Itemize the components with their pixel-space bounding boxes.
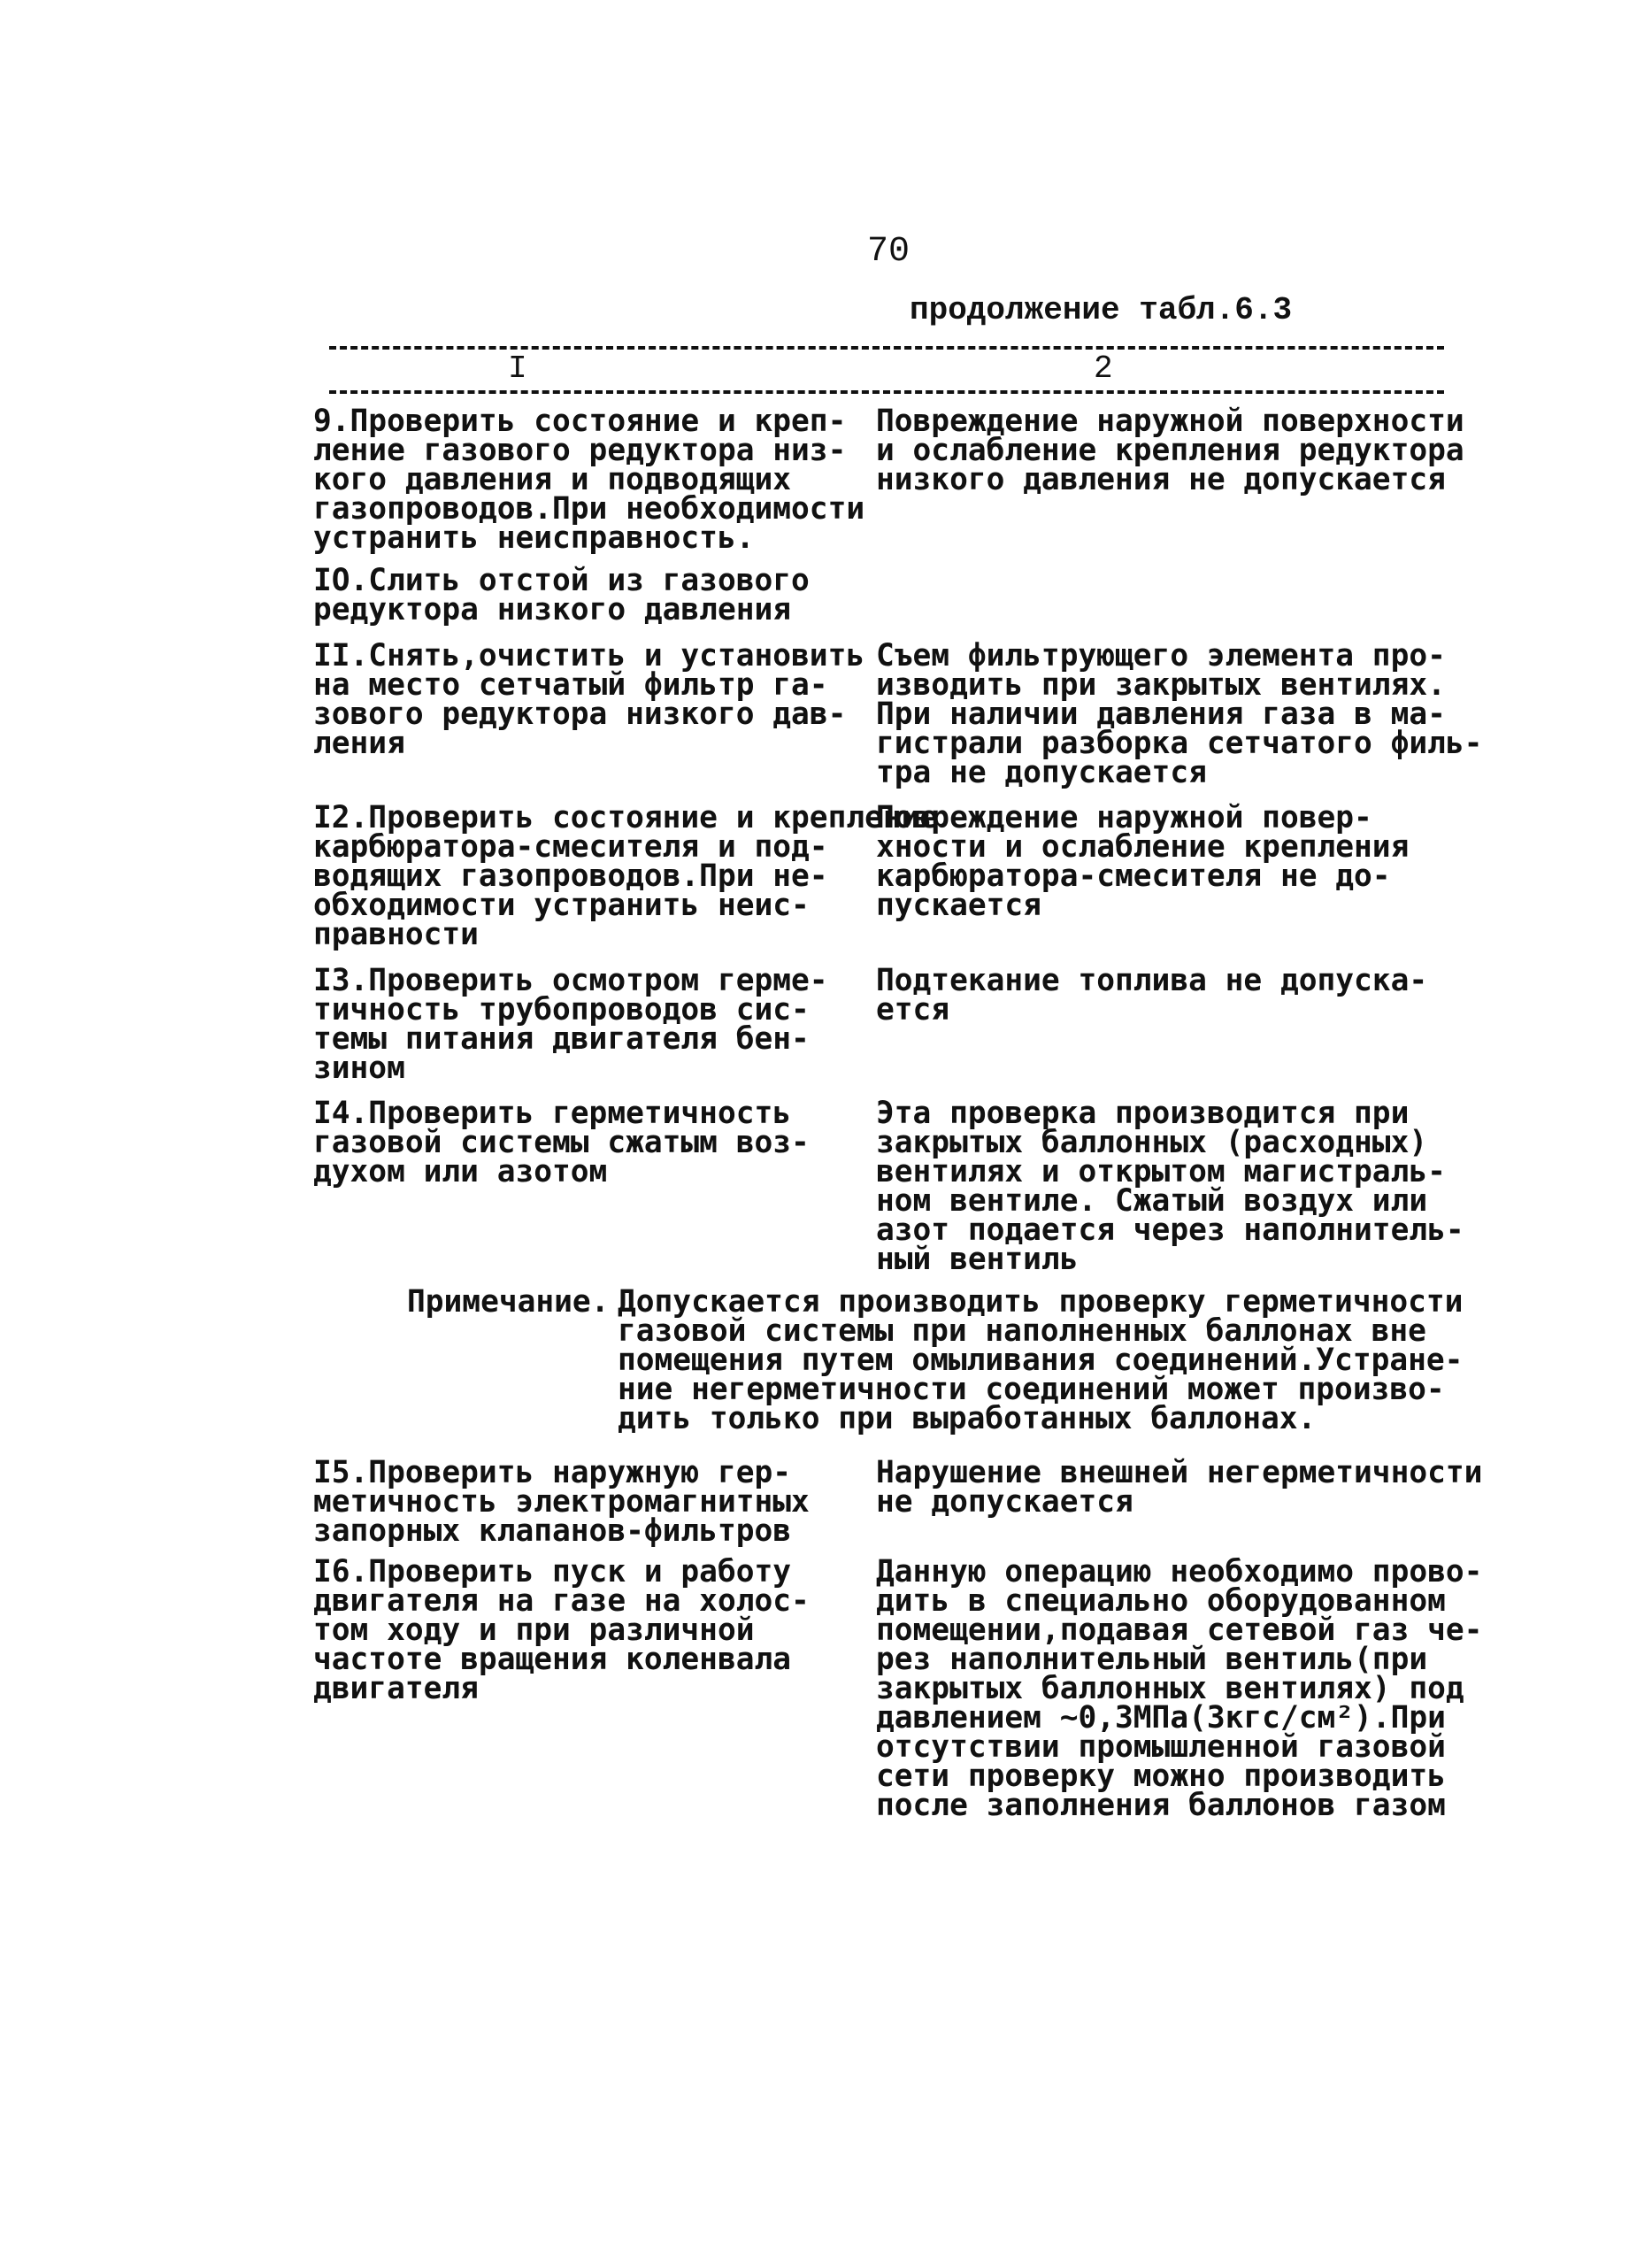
row-11-requirement: Съем фильтрующего элемента про- изводить при закрытых вентилях. При наличии давления газа в ма- гистрали разборка сетчатого филь- тра не допускается xyxy=(876,638,1483,790)
row-11-operation: II.Снять,очистить и установить на место сетчатый фильтр га- зового редуктора низкого дав- ления xyxy=(313,638,865,761)
row-13-requirement: Подтекание топлива не допуска- ется xyxy=(876,963,1428,1028)
note-label: Примечание. xyxy=(407,1284,610,1320)
row-16-operation: I6.Проверить пуск и работу двигателя на газе на холос- том ходу и при различной частоте вращения коленвала двигателя xyxy=(313,1554,810,1706)
note-text: Допускается производить проверку герметичности газовой системы при наполненных баллонах вне помещения путем омыливания соединений.Устране- ние негерметичности соединений может произво- дить только при выработанных баллонах. xyxy=(618,1284,1464,1436)
row-15-requirement: Нарушение внешней негерметичности не допускается xyxy=(876,1455,1483,1520)
table-top-rule xyxy=(329,346,1444,350)
row-15-operation: I5.Проверить наружную гер- метичность электромагнитных запорных клапанов-фильтров xyxy=(313,1455,810,1549)
column-header-1: I xyxy=(508,350,527,387)
row-14-operation: I4.Проверить герметичность газовой системы сжатым воз- духом или азотом xyxy=(313,1096,810,1189)
row-12-requirement: Повреждение наружной повер- хности и ослабление крепления карбюратора-смесителя не до- пускается xyxy=(876,800,1410,923)
page-number: 70 xyxy=(867,232,911,272)
row-9-requirement: Повреждение наружной поверхности и ослабление крепления редуктора низкого давления не допускается xyxy=(876,404,1464,497)
row-12-operation: I2.Проверить состояние и крепление карбюратора-смесителя и под- водящих газопроводов.При не- обходимости устранить неис- правности xyxy=(313,800,939,952)
row-10-operation: IO.Слить отстой из газового редуктора низкого давления xyxy=(313,563,810,627)
column-header-2: 2 xyxy=(1094,350,1113,387)
row-14-requirement: Эта проверка производится при закрытых баллонных (расходных) вентилях и открытом магистраль- ном вентиле. Сжатый воздух или азот подается через наполнитель- ный вентиль xyxy=(876,1096,1464,1277)
table-header-rule xyxy=(329,390,1444,394)
row-9-operation: 9.Проверить состояние и креп- ление газового редуктора низ- кого давления и подводящих газопроводов.При необходимости устранить неисправность. xyxy=(313,404,865,556)
table-continuation-label: продолжение табл.6.3 xyxy=(910,292,1293,328)
row-16-requirement: Данную операцию необходимо прово- дить в специально оборудованном помещении,подавая сетевой газ че- рез наполнительный вентиль(при закрытых баллонных вентилях) под давлением ~0,3МПа(3кгс/см²).При отсутствии промышленной газовой сети проверку можно производить после заполнения баллонов газом xyxy=(876,1554,1483,1823)
row-13-operation: I3.Проверить осмотром герме- тичность трубопроводов сис- темы питания двигателя бен- зином xyxy=(313,963,828,1086)
